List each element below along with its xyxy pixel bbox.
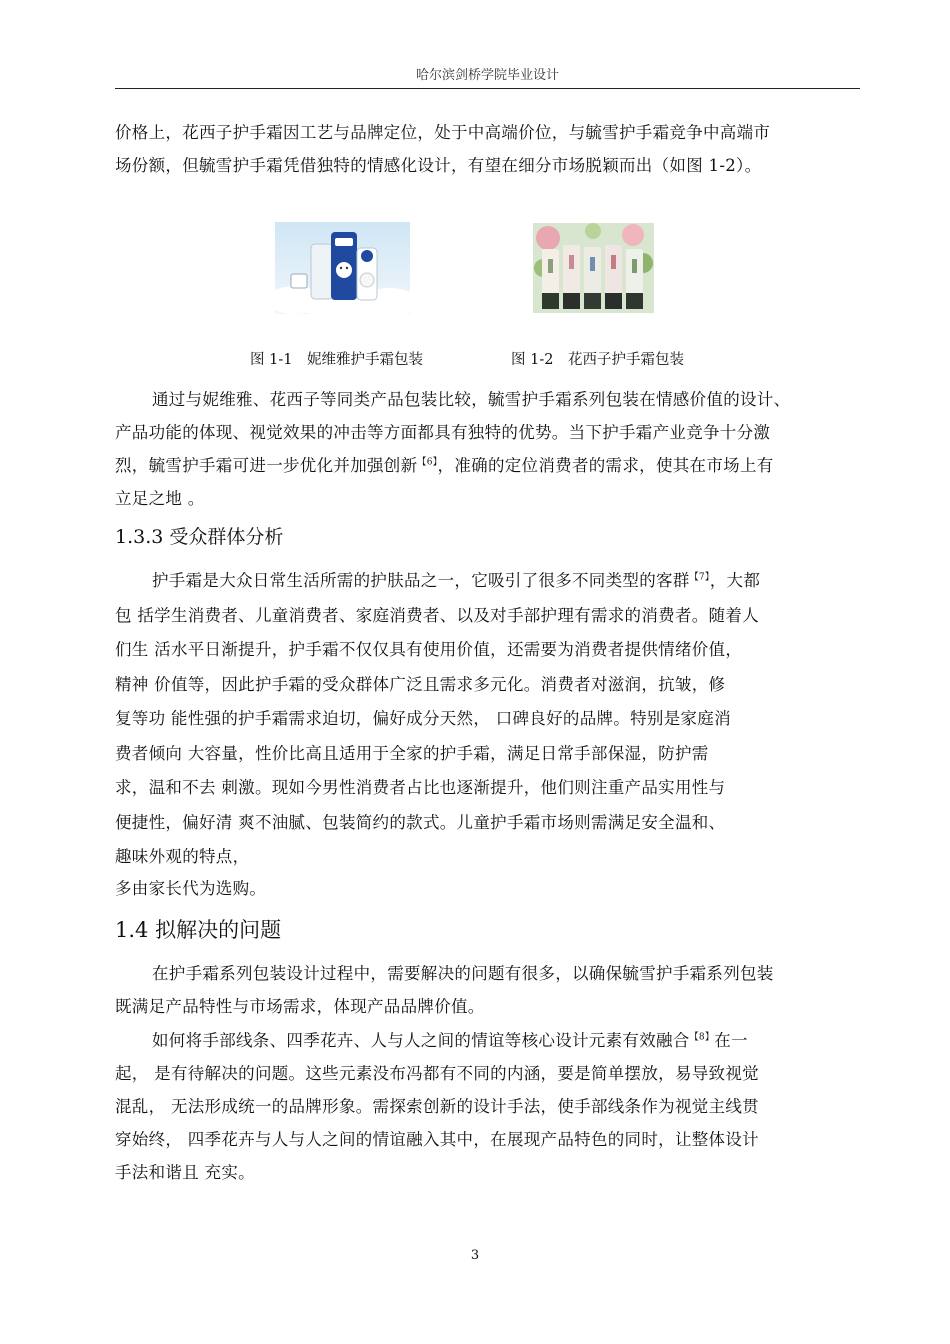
page-number: 3 — [470, 1248, 480, 1263]
florasis-package-illustration — [533, 223, 654, 313]
text-segment: 在一 — [714, 1031, 748, 1050]
text-line — [115, 1024, 860, 1057]
figure-caption-1-1: 图 1-1 妮维雅护手霜包装 — [250, 352, 423, 368]
text-line: 穿始终， 四季花卉与人与人之间的情谊融入其中，在展现产品特色的同时，让整体设计 — [115, 1130, 759, 1149]
text-segment: 如何将手部线条、四季花卉、人与人之间的情谊等核心设计元素有效融合 — [152, 1031, 690, 1050]
text-segment: 护手霜是大众日常生活所需的护肤品之一，它吸引了很多不同类型的客群 — [152, 571, 690, 590]
text-line: 手法和谐且 充实。 — [115, 1163, 255, 1182]
text-line — [115, 564, 860, 599]
text-line: 包 括学生消费者、儿童消费者、家庭消费者、以及对手部护理有需求的消费者。随着人 — [115, 605, 759, 625]
paragraph-problems-intro — [115, 957, 860, 1023]
text-line: 多由家长代为选购。 — [115, 878, 267, 898]
paragraph-comparison — [115, 383, 860, 515]
header-rule — [115, 88, 860, 89]
citation-8: 【8】 — [689, 1032, 715, 1043]
citation-6: 【6】 — [417, 457, 438, 468]
header-title: 哈尔滨剑桥学院毕业设计 — [415, 68, 559, 83]
text-line: 立足之地 。 — [115, 489, 205, 508]
text-line: 既满足产品特性与市场需求，体现产品品牌价值。 — [115, 997, 485, 1016]
text-line: 混乱， 无法形成统一的品牌形象。需探索创新的设计手法，使手部线条作为视觉主线贯 — [115, 1097, 759, 1116]
nivea-package-illustration — [275, 222, 410, 314]
text-line: 产品功能的体现、视觉效果的冲击等方面都具有独特的优势。当下护手霜产业竞争十分激 — [115, 423, 771, 442]
text-segment: ，准确的定位消费者的需求，使其在市场上有 — [437, 456, 774, 475]
section-heading-1-4: 1.4 拟解决的问题 — [115, 918, 282, 942]
text-line: 们生 活水平日渐提升，护手霜不仅仅具有使用价值，还需要为消费者提供情绪价值， — [115, 640, 743, 659]
text-segment: ，大都 — [709, 571, 761, 590]
text-line: 场份额，但毓雪护手霜凭借独特的情感化设计，有望在细分市场脱颖而出（如图 1-2）。 — [115, 156, 762, 175]
figure-nivea-image — [275, 222, 410, 314]
citation-7: 【7】 — [689, 572, 710, 583]
text-line: 趣味外观的特点， — [115, 847, 250, 866]
text-line: 复等功 能性强的护手霜需求迫切，偏好成分天然， 口碑良好的品牌。特别是家庭消 — [115, 709, 731, 728]
text-line: 便捷性，偏好清 爽不油腻、包装简约的款式。儿童护手霜市场则需满足安全温和、 — [115, 812, 726, 832]
section-heading-1-3-3: 1.3.3 受众群体分析 — [115, 526, 284, 548]
paragraph-price — [115, 116, 860, 182]
paragraph-audience — [115, 564, 860, 903]
text-line: 精神 价值等，因此护手霜的受众群体广泛且需求多元化。消费者对滋润，抗皱，修 — [115, 674, 726, 694]
text-line — [115, 449, 860, 482]
paragraph-design-elements — [115, 1024, 860, 1189]
text-line: 通过与妮维雅、花西子等同类产品包装比较，毓雪护手霜系列包装在情感价值的设计、 — [152, 390, 791, 409]
text-line: 费者倾向 大容量，性价比高且适用于全家的护手霜，满足日常手部保湿，防护需 — [115, 743, 709, 763]
text-line: 在护手霜系列包装设计过程中，需要解决的问题有很多，以确保毓雪护手霜系列包装 — [152, 964, 774, 983]
text-line: 价格上，花西子护手霜因工艺与品牌定位，处于中高端价位，与毓雪护手霜竞争中高端市 — [115, 123, 771, 142]
figure-florasis-image — [533, 223, 654, 313]
text-line: 求，温和不去 刺激。现如今男性消费者占比也逐渐提升，他们则注重产品实用性与 — [115, 778, 726, 797]
text-line: 起， 是有待解决的问题。这些元素没布冯都有不同的内涵，要是简单摆放，易导致视觉 — [115, 1064, 759, 1083]
figure-caption-1-2: 图 1-2 花西子护手霜包装 — [511, 352, 684, 368]
text-segment: 烈，毓雪护手霜可进一步优化并加强创新 — [115, 456, 418, 475]
